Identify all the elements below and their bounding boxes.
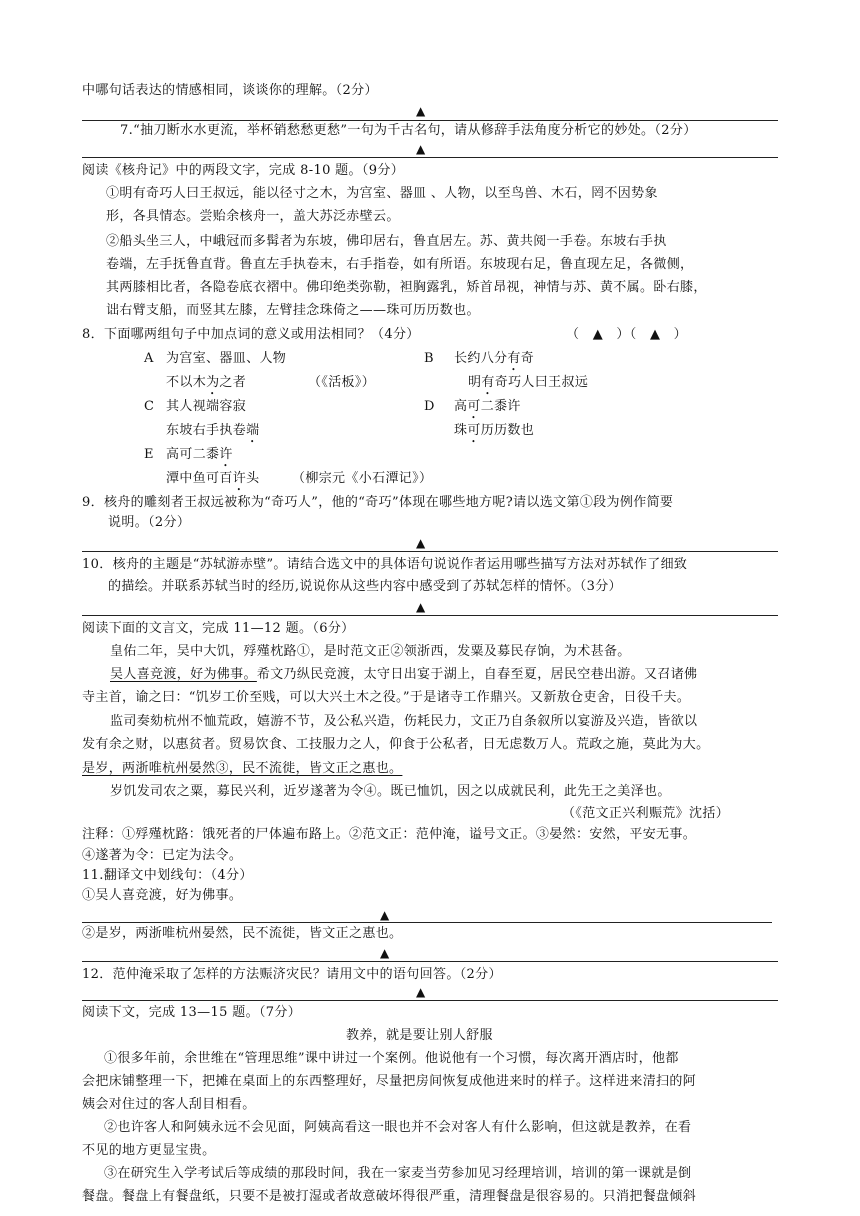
passage-line: 发有余之财，以惠贫者。贸易饮食、工技服力之人，仰食于公私者，日无虑数万人。荒政之施，莫此为大。 [82,737,710,752]
answer-blanks[interactable]: （ ▲ ）（ ▲ ） [566,327,687,342]
answer-marker-triangle: ▲ [380,946,390,960]
q6-tail: 中哪句话表达的情感相同，谈谈你的理解。（2分） [82,83,378,98]
question-11-sentence-2: ②是岁，两浙唯杭州晏然，民不流徙，皆文正之惠也。 [82,926,403,941]
answer-line[interactable] [82,157,778,158]
passage-line: ②船头坐三人，中峨冠而多髯者为东坡，佛印居右，鲁直居左。苏、黄共阅一手卷。东坡右手执 [106,234,667,249]
answer-line[interactable] [82,120,778,121]
answer-line[interactable] [82,551,778,552]
dotted-word: 有 [481,375,495,390]
passage-line: 其两膝相比者，各隐卷底衣褶中。佛印绝类弥勒，袒胸露乳，矫首昂视，神情与苏、黄不属。卧右膝， [106,280,707,295]
answer-marker-triangle: ▲ [416,600,426,614]
option-b-line-1: 长约八分有奇 [454,351,535,366]
answer-line[interactable] [82,922,772,923]
dotted-word: 有 [507,351,521,366]
passage-line: 姨会对住过的客人刮目相看。 [82,1097,256,1112]
question-11-sentence-1: ①吴人喜竞渡，好为佛事。 [82,888,243,903]
answer-marker-triangle: ▲ [416,142,426,156]
question-9-cont: 说明。（2分） [108,515,191,530]
annotation-line: ④遂著为令：已定为法令。 [82,848,243,863]
question-10-cont: 的描绘。并联系苏轼当时的经历,说说你从这些内容中感受到了苏轼怎样的情怀。（3分） [108,579,622,594]
passage-line: ①很多年前，余世维在“管理思维”课中讲过一个案例。他说他有一个习惯，每次离开酒店时，他都 [104,1051,679,1066]
passage-line: 会把床铺整理一下，把摊在桌面上的东西整理好，尽量把房间恢复成他进来时的样子。这样进来清扫的阿 [82,1074,697,1089]
dotted-word: 可 [467,423,481,438]
question-7: 7.“抽刀断水水更流，举杯销愁愁更愁”一句为千古名句，请从修辞手法角度分析它的妙处。（2分） [120,123,697,138]
question-9: 9．核舟的雕刻者王叔远被称为“奇巧人”，他的“奇巧”体现在哪些地方呢?请以选文第①段为例作简要 [82,495,674,510]
option-c-line-1: 其人视端容寂 [166,399,247,414]
option-d-line-2: 珠可历历数也 [454,423,535,438]
section-intro-hezhouji: 阅读《核舟记》中的两段文字，完成 8-10 题。（9分） [82,163,405,178]
answer-line[interactable] [82,615,778,616]
dotted-word: 许 [232,471,247,486]
underlined-sentence-1: 吴人喜竞渡，好为佛事。 [110,667,257,682]
option-e-source: （柳宗元《小石潭记》） [292,471,433,486]
passage-line: 诎右臂支船，而竖其左膝，左臂挂念珠倚之——珠可历历数也。 [106,303,480,318]
answer-line[interactable] [82,1000,778,1001]
option-a-line-2: 不以木为之者 [166,375,247,390]
dotted-word: 端 [246,423,260,438]
option-letter: E [144,447,154,462]
passage-line: ③在研究生入学考试后等成绩的那段时间，我在一家麦当劳参加见习经理培训，培训的第一课就是倒 [104,1166,692,1181]
passage-line: ②也许客人和阿姨永远不会见面，阿姨高看这一眼也并不会对客人有什么影响，但这就是教养，在看 [104,1120,692,1135]
option-c-line-2: 东坡右手执卷端 [166,423,260,438]
section-intro-classical: 阅读下面的文言文，完成 11—12 题。（6分） [82,621,355,636]
annotation-line: 注释：①殍殣枕路：饿死者的尸体遍布路上。②范文正：范仲淹，谥号文正。③晏然：安然，平安无事。 [82,827,697,842]
passage-line: 卷端，左手抚鲁直背。鲁直左手执卷末，右手指卷，如有所语。东坡现右足，鲁直现左足，各微侧， [106,257,694,272]
option-letter: D [424,399,435,414]
option-letter: C [144,399,155,414]
answer-marker-triangle: ▲ [380,908,390,922]
answer-marker-triangle: ▲ [416,104,426,118]
option-letter: A [144,351,154,366]
dotted-word: 可 [467,399,481,414]
question-10: 10．核舟的主题是“苏轼游赤壁”。请结合选文中的具体语句说说作者运用哪些描写方法对苏轼作了细致 [82,557,688,572]
answer-marker-triangle: ▲ [416,536,426,550]
question-11: 11.翻译文中划线句：（4分） [82,868,253,883]
dotted-word: 许 [219,447,233,462]
answer-marker-triangle: ▲ [416,985,426,999]
passage-line: ①明有奇巧人曰王叔远，能以径寸之木，为宫室、器皿 、人物，以至鸟兽、木石，罔不因势象 [106,186,658,201]
option-a-line-1: 为宫室、器皿、人物 [166,351,287,366]
passage-line: 皇佑二年，吴中大饥，殍殣枕路①，是时范文正②领浙西，发粟及募民存饷，为术甚备。 [110,644,631,659]
question-12: 12．范仲淹采取了怎样的方法赈济灾民？请用文中的语句回答。（2分） [82,967,502,982]
option-d-line-1: 高可二黍许 [454,399,521,414]
section-intro-modern: 阅读下文，完成 13—15 题。（7分） [82,1005,302,1020]
option-letter: B [424,351,434,366]
passage-line: 不见的地方更显宝贵。 [82,1143,216,1158]
passage-line: 岁饥发司农之粟，募民兴利，近岁遂著为令④。既已恤饥，因之以成就民利，此先王之美泽也。 [110,784,671,799]
option-e-line-1: 高可二黍许 [166,447,233,462]
passage-line: 形，各具情态。尝贻余核舟一，盖大苏泛赤壁云。 [106,209,400,224]
option-b-line-2: 明有奇巧人曰王叔远 [468,375,589,390]
answer-line[interactable] [82,961,778,962]
option-a-source: （《活板》） [308,375,376,390]
underlined-sentence-2: 是岁，两浙唯杭州晏然③，民不流徙，皆文正之惠也。 [82,761,403,776]
passage-line: 吴人喜竞渡，好为佛事。希文乃纵民竞渡，太守日出宴于湖上，自春至夏，居民空巷出游。又召诸佛 [110,667,698,682]
passage-source: （《范文正兴利赈荒》沈括） [562,806,730,821]
option-e-line-2: 潭中鱼可百许头 [166,471,260,486]
question-8: 8．下面哪两组句子中加点词的意义或用法相同？（4分） [82,327,420,342]
passage-line: 监司奏劾杭州不恤荒政，嬉游不节，及公私兴造，伤耗民力，文正乃自条叙所以宴游及兴造，皆欲以 [110,714,698,729]
passage-title: 教养，就是要让别人舒服 [346,1028,493,1043]
passage-line: 餐盘。餐盘上有餐盘纸，只要不是被打湿或者故意破坏得很严重，清理餐盘是很容易的。只消把餐盘倾斜 [82,1189,697,1204]
passage-line: 寺主首，谕之曰：“饥岁工价至贱，可以大兴土木之役。”于是诸寺工作鼎兴。又新敖仓吏舍，日役千夫。 [82,690,691,705]
passage-line [82,760,402,778]
dotted-word: 为 [206,375,220,390]
